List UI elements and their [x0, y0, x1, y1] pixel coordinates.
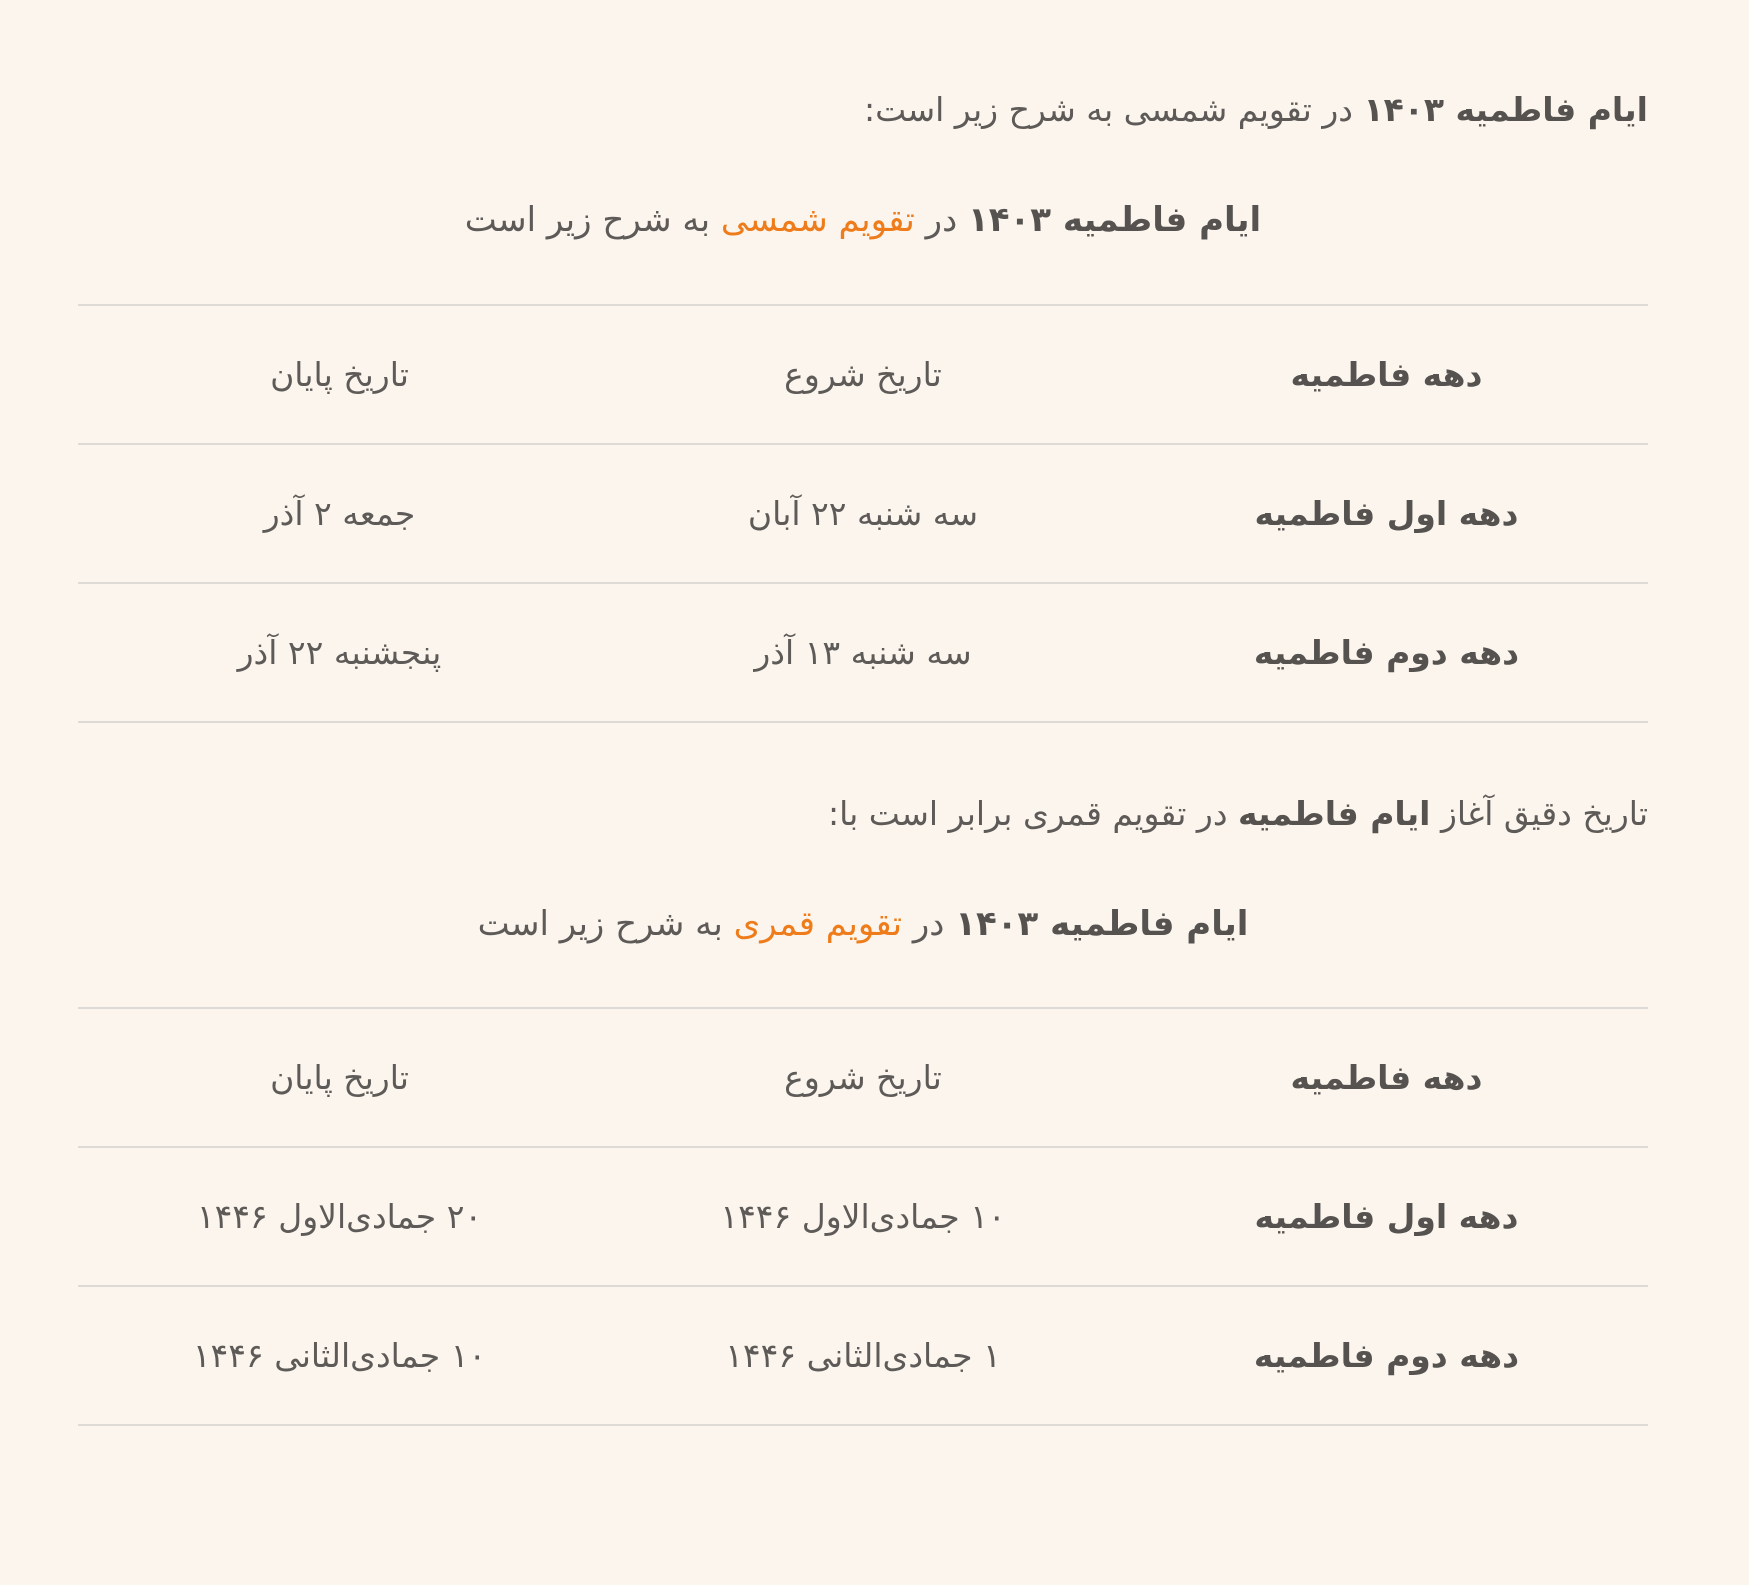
end-date: ۲۰ جمادی‌الاول ۱۴۴۶	[78, 1147, 601, 1286]
table-row	[78, 1147, 1648, 1286]
solar-intro-text	[864, 88, 1648, 132]
lunar-intro-start: تاریخ دقیق آغاز	[1430, 794, 1648, 833]
header-start-date: تاریخ شروع	[601, 305, 1125, 444]
table-row	[78, 1286, 1648, 1425]
lunar-table-caption	[78, 902, 1648, 946]
solar-caption-before-link: در	[914, 200, 969, 240]
end-date: ۱۰ جمادی‌الثانی ۱۴۴۶	[78, 1286, 601, 1425]
header-decade: دهه فاطمیه	[1125, 1008, 1648, 1147]
lunar-caption-after-link: به شرح زیر است	[477, 904, 734, 944]
start-date: سه شنبه ۲۲ آبان	[601, 444, 1125, 583]
header-end-date: تاریخ پایان	[78, 1008, 601, 1147]
table-row	[78, 444, 1648, 583]
header-decade: دهه فاطمیه	[1125, 305, 1648, 444]
solar-intro-bold: ایام فاطمیه ۱۴۰۳	[1363, 90, 1648, 129]
solar-table-caption	[78, 198, 1648, 242]
lunar-caption-before-link: در	[902, 904, 956, 944]
lunar-intro-rest: در تقویم قمری برابر است با:	[827, 794, 1239, 833]
lunar-caption-bold: ایام فاطمیه ۱۴۰۳	[955, 904, 1249, 944]
lunar-intro-text	[828, 792, 1648, 836]
header-start-date: تاریخ شروع	[601, 1008, 1125, 1147]
end-date: جمعه ۲ آذر	[78, 444, 601, 583]
lunar-calendar-link[interactable]: تقویم قمری	[733, 904, 903, 944]
decade-name: دهه اول فاطمیه	[1125, 444, 1648, 583]
start-date: ۱۰ جمادی‌الاول ۱۴۴۶	[601, 1147, 1125, 1286]
table-header-row	[78, 305, 1648, 444]
solar-caption-after-link: به شرح زیر است	[464, 200, 721, 240]
decade-name: دهه دوم فاطمیه	[1125, 1286, 1648, 1425]
start-date: ۱ جمادی‌الثانی ۱۴۴۶	[601, 1286, 1125, 1425]
header-end-date: تاریخ پایان	[78, 305, 601, 444]
decade-name: دهه اول فاطمیه	[1125, 1147, 1648, 1286]
solar-intro-rest: در تقویم شمسی به شرح زیر است:	[863, 90, 1364, 129]
table-header-row	[78, 1008, 1648, 1147]
solar-caption-bold: ایام فاطمیه ۱۴۰۳	[968, 200, 1262, 240]
decade-name: دهه دوم فاطمیه	[1125, 583, 1648, 722]
lunar-intro-bold: ایام فاطمیه	[1238, 794, 1431, 833]
start-date: سه شنبه ۱۳ آذر	[601, 583, 1125, 722]
solar-calendar-link[interactable]: تقویم شمسی	[720, 200, 915, 240]
end-date: پنجشنبه ۲۲ آذر	[78, 583, 601, 722]
lunar-dates-table	[78, 1007, 1648, 1426]
solar-dates-table	[78, 304, 1648, 723]
table-row	[78, 583, 1648, 722]
